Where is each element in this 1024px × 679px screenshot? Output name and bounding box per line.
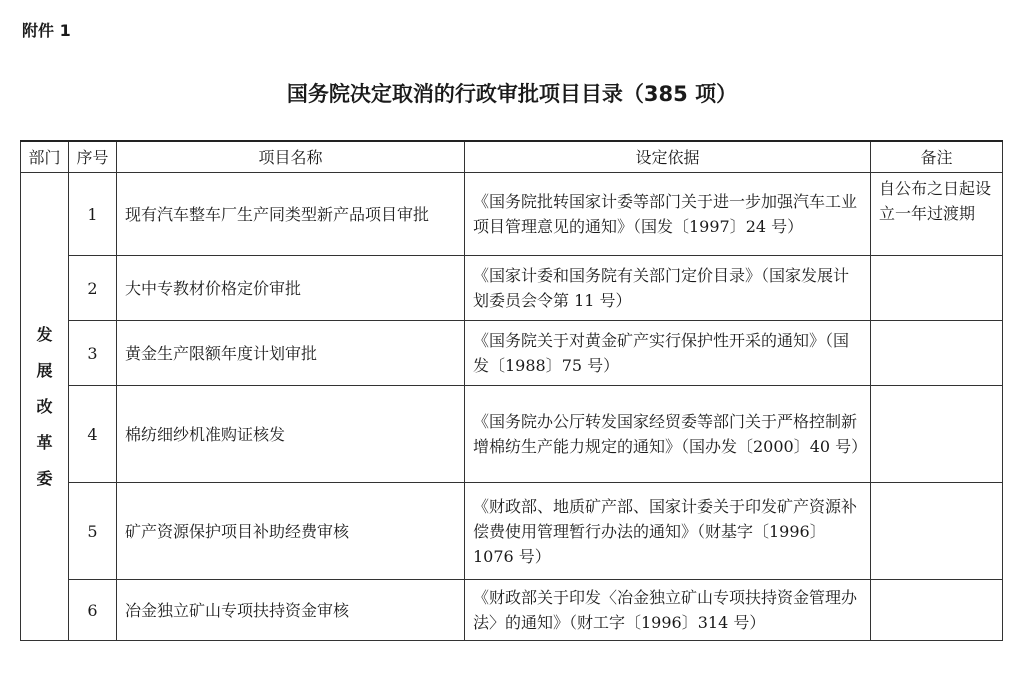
- table-row: [21, 386, 1003, 483]
- row-name: 大中专教材价格定价审批: [117, 256, 465, 321]
- department-char: 委: [36, 468, 53, 488]
- row-seq: 6: [69, 580, 117, 641]
- header-seq: 序号: [69, 141, 117, 173]
- header-name: 项目名称: [117, 141, 465, 173]
- row-seq: 3: [69, 321, 117, 386]
- row-name: 现有汽车整车厂生产同类型新产品项目审批: [117, 173, 465, 256]
- header-dept: 部门: [21, 141, 69, 173]
- row-seq: 1: [69, 173, 117, 256]
- row-note: [871, 580, 1003, 641]
- department-char: 展: [36, 360, 53, 380]
- document-title: 国务院决定取消的行政审批项目目录（385 项）: [286, 82, 738, 106]
- table-row: [21, 483, 1003, 580]
- row-basis: 《财政部关于印发〈冶金独立矿山专项扶持资金管理办法〉的通知》（财工字〔1996〕314 号）: [465, 580, 871, 641]
- row-name: 黄金生产限额年度计划审批: [117, 321, 465, 386]
- row-seq: 2: [69, 256, 117, 321]
- department-char: 改: [36, 396, 53, 416]
- approval-items-table: [20, 140, 1003, 641]
- attachment-label: 附件 1: [22, 21, 71, 40]
- row-basis: 《国家计委和国务院有关部门定价目录》（国家发展计划委员会令第 11 号）: [465, 256, 871, 321]
- row-name: 冶金独立矿山专项扶持资金审核: [117, 580, 465, 641]
- row-name: 棉纺细纱机准购证核发: [117, 386, 465, 483]
- row-basis: 《财政部、地质矿产部、国家计委关于印发矿产资源补偿费使用管理暂行办法的通知》（财基字〔1996〕1076 号）: [465, 483, 871, 580]
- header-note: 备注: [871, 141, 1003, 173]
- row-note: [871, 483, 1003, 580]
- row-seq: 5: [69, 483, 117, 580]
- table-header-row: [21, 141, 1003, 173]
- table-row: [21, 173, 1003, 256]
- table-row: [21, 580, 1003, 641]
- table-row: [21, 256, 1003, 321]
- department-cell: [21, 173, 69, 641]
- row-note: 自公布之日起设立一年过渡期: [871, 173, 1003, 256]
- header-basis: 设定依据: [465, 141, 871, 173]
- row-note: [871, 386, 1003, 483]
- department-char: 革: [36, 432, 53, 452]
- row-note: [871, 321, 1003, 386]
- table-row: [21, 321, 1003, 386]
- row-name: 矿产资源保护项目补助经费审核: [117, 483, 465, 580]
- row-basis: 《国务院批转国家计委等部门关于进一步加强汽车工业项目管理意见的通知》（国发〔1997〕24 号）: [465, 173, 871, 256]
- department-char: 发: [36, 324, 53, 344]
- row-basis: 《国务院办公厅转发国家经贸委等部门关于严格控制新增棉纺生产能力规定的通知》（国办发〔2000〕40 号）: [465, 386, 871, 483]
- row-note: [871, 256, 1003, 321]
- row-seq: 4: [69, 386, 117, 483]
- row-basis: 《国务院关于对黄金矿产实行保护性开采的通知》（国发〔1988〕75 号）: [465, 321, 871, 386]
